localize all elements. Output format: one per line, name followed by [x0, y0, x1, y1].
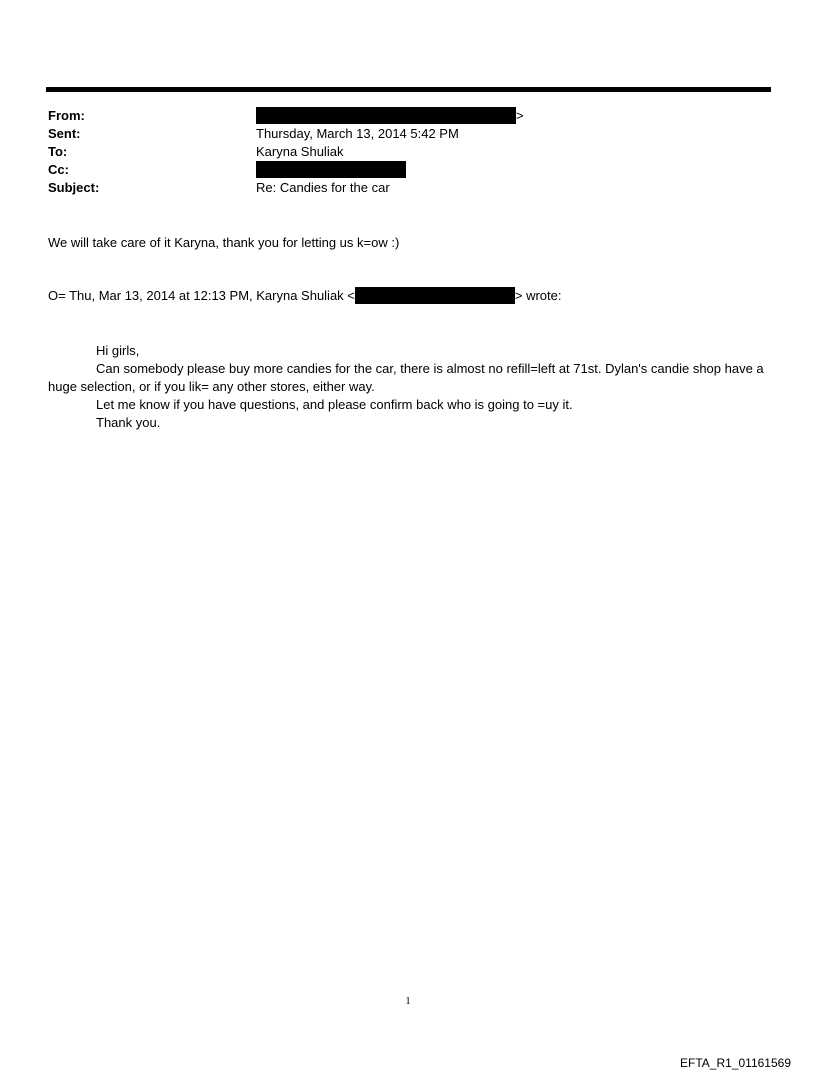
sent-value: Thursday, March 13, 2014 5:42 PM — [256, 126, 459, 141]
quoted-paragraph-1: Can somebody please buy more candies for the car, there is almost no refill=left at 71st. Dylan's candie shop have a huge selection, or if you lik= any other stores, either way. — [48, 361, 764, 394]
subject-value: Re: Candies for the car — [256, 180, 390, 195]
quoted-greeting: Hi girls, — [96, 343, 140, 358]
quote-intro-suffix: > wrote: — [514, 288, 562, 303]
page-number: 1 — [405, 995, 411, 1007]
quoted-paragraph-2: Let me know if you have questions, and please confirm back who is going to =uy it. — [96, 397, 573, 412]
subject-row — [48, 179, 768, 197]
from-label: From: — [48, 108, 85, 123]
redaction-bar — [256, 107, 516, 124]
header-rule — [46, 87, 771, 92]
reply-text: We will take care of it Karyna, thank you for letting us k=ow :) — [48, 235, 400, 250]
from-row — [48, 107, 768, 125]
bates-number: EFTA_R1_01161569 — [680, 1056, 791, 1070]
cc-row — [48, 161, 768, 179]
sent-label: Sent: — [48, 126, 81, 141]
quoted-message — [48, 342, 768, 432]
quote-intro-prefix: O= Thu, Mar 13, 2014 at 12:13 PM, Karyna Shuliak < — [48, 288, 355, 303]
quote-intro — [48, 287, 562, 305]
email-header — [48, 107, 768, 197]
sent-row — [48, 125, 768, 143]
to-label: To: — [48, 144, 68, 159]
redaction-bar — [355, 287, 515, 304]
cc-label: Cc: — [48, 162, 69, 177]
to-row — [48, 143, 768, 161]
redaction-bar — [256, 161, 406, 178]
subject-label: Subject: — [48, 180, 100, 195]
from-suffix: > — [516, 108, 524, 123]
from-value — [256, 107, 524, 125]
to-value: Karyna Shuliak — [256, 144, 344, 159]
quoted-closing: Thank you. — [96, 415, 161, 430]
cc-value — [256, 161, 406, 179]
